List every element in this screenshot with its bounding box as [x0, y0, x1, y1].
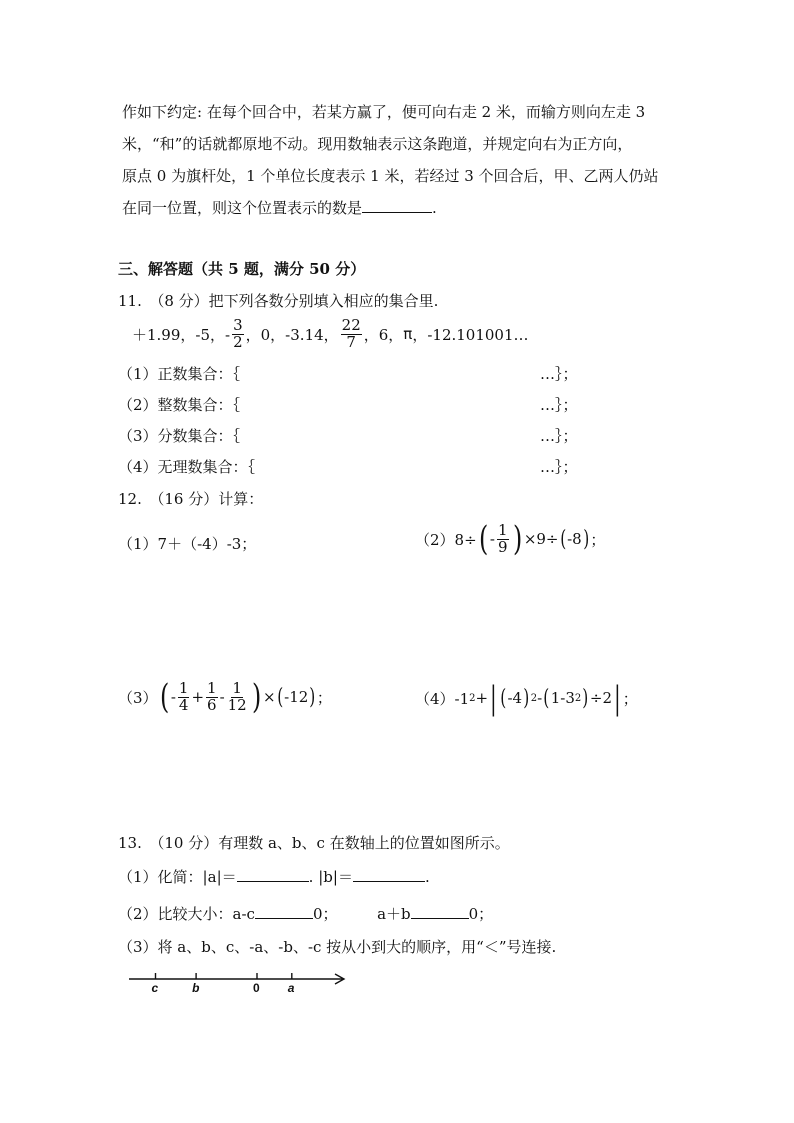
- equals: ＝: [337, 868, 353, 886]
- set-irrational-label: （4）无理数集合：｛: [118, 458, 256, 476]
- frac-den: 2: [233, 332, 243, 351]
- q13-stem: 13. （10 分）有理数 a、b、c 在数轴上的位置如图所示。: [118, 834, 510, 852]
- intro-line-3: 原点 0 为旗杆处，1 个单位长度表示 1 米，若经过 3 个回合后，甲、乙两人仍站: [122, 167, 659, 185]
- tick-group: [156, 973, 292, 979]
- intro-line-2: 米，“和”的话就都原地不动。现用数轴表示这条跑道，并规定向右为正方向，: [122, 135, 633, 153]
- right-paren: ): [512, 519, 522, 559]
- sign: -: [219, 688, 225, 706]
- separator: .: [308, 868, 314, 886]
- abs-bar-left: |: [490, 679, 497, 717]
- q12-part1: （1）7＋（-4）-3；: [118, 535, 257, 553]
- q12-stem: 12. （16 分）计算：: [118, 490, 264, 508]
- right-paren: ): [309, 684, 316, 710]
- abs-bar: |: [318, 868, 324, 886]
- q12-part3-value: -12: [284, 688, 309, 706]
- frac-num: 1: [498, 520, 508, 539]
- intro-line-4-text: 在同一位置，则这个位置表示的数是: [122, 199, 363, 217]
- q13-part3: （3）将 a、b、c、-a、-b、-c 按从小到大的顺序，用“＜”号连接.: [118, 938, 557, 956]
- abs-bar: |: [216, 868, 222, 886]
- right-paren: ): [523, 685, 530, 711]
- q12-part2-mid: ×9÷: [523, 530, 559, 548]
- left-paren: (: [543, 685, 550, 711]
- q11-numbers-part3: ，6，: [363, 325, 404, 344]
- q13-part2: [118, 903, 493, 924]
- frac-num: 1: [232, 678, 242, 697]
- frac-num: 1: [207, 678, 217, 697]
- frac-den: 9: [498, 537, 508, 556]
- exponent: 2: [574, 692, 582, 704]
- zero-1: 0；: [312, 905, 338, 923]
- q13-part1-label: （1）化简：: [118, 868, 203, 886]
- q12-part2-value: -8: [567, 530, 582, 548]
- left-paren: (: [559, 526, 566, 552]
- frac-den: 7: [346, 332, 356, 351]
- set-positive-label: （1）正数集合：｛: [118, 365, 241, 383]
- right-paren: ): [583, 526, 590, 552]
- var-b: b: [323, 868, 333, 886]
- axis-label-c: c: [151, 981, 159, 995]
- q12-part2: [415, 519, 606, 559]
- frac-den: 12: [227, 695, 247, 714]
- set-integer-end: …｝；: [540, 396, 578, 414]
- sign: +: [191, 688, 205, 706]
- equals: ＝: [221, 868, 237, 886]
- pi-symbol: π: [403, 325, 413, 344]
- set-fraction-end: …｝；: [540, 427, 578, 445]
- q12-part4: [415, 679, 638, 717]
- q13-part1: [118, 866, 430, 887]
- abs-bar: |: [202, 868, 208, 886]
- right-paren: ): [582, 685, 589, 711]
- exponent: 2: [469, 692, 476, 704]
- section-title: 三、解答题（共 5 题，满分 50 分）: [118, 260, 366, 278]
- exponent: 2: [530, 692, 538, 704]
- left-paren: (: [159, 677, 169, 717]
- base-value: -4: [507, 689, 523, 707]
- q11-numbers-part1: ＋1.99，-5，-: [132, 325, 231, 344]
- q13-part1-end: .: [424, 868, 430, 886]
- zero-2: 0；: [468, 905, 494, 923]
- divide-2: ÷2: [589, 689, 612, 707]
- answer-blank[interactable]: [362, 198, 432, 213]
- plus-sign: +: [475, 689, 489, 707]
- q12-part4-label: （4）-1: [415, 689, 470, 708]
- left-paren: (: [276, 684, 283, 710]
- set-positive-end: …｝；: [540, 365, 578, 383]
- axis-label-a: a: [287, 981, 295, 995]
- q11-numbers-part4: ，-12.101001…: [412, 325, 529, 344]
- q13-part2-mid: a＋b: [377, 905, 411, 923]
- intro-line-4-end: .: [432, 199, 437, 217]
- minus-sign: -: [537, 689, 543, 707]
- answer-blank-compare-2[interactable]: [411, 904, 469, 919]
- frac-num: 3: [233, 316, 243, 334]
- q12-part2-label: （2）8÷: [415, 530, 477, 549]
- abs-bar-right: |: [614, 679, 621, 717]
- q12-part2-end: ；: [590, 530, 606, 549]
- q12-part3-label: （3）: [118, 688, 158, 707]
- inner-expression: 1-3: [550, 689, 575, 707]
- frac-num: 22: [341, 316, 361, 334]
- abs-bar: |: [332, 868, 338, 886]
- set-irrational-end: …｝；: [540, 458, 578, 476]
- times-sign: ×: [263, 688, 276, 706]
- var-a: a: [207, 868, 217, 886]
- frac-num: 1: [178, 678, 189, 697]
- q11-numbers-part2: ，0，-3.14，: [245, 325, 339, 344]
- q11-numbers: [132, 318, 529, 351]
- fraction-1-9: [497, 520, 509, 556]
- fraction-1-4: [178, 678, 190, 714]
- fraction-1-6: [206, 678, 218, 714]
- answer-blank-abs-a[interactable]: [237, 867, 309, 882]
- sign: -: [170, 688, 176, 706]
- left-paren: (: [500, 685, 507, 711]
- frac-den: 6: [207, 695, 217, 714]
- number-line: [125, 965, 350, 1001]
- minus-sign: -: [489, 530, 495, 548]
- q12-part3-end: ；: [316, 688, 332, 707]
- q12-part4-end: ；: [622, 689, 638, 708]
- left-paren: (: [478, 519, 488, 559]
- q11-stem: 11. （8 分）把下列各数分别填入相应的集合里.: [118, 292, 439, 310]
- answer-blank-abs-b[interactable]: [353, 867, 425, 882]
- answer-blank-compare-1[interactable]: [255, 904, 313, 919]
- set-integer-label: （2）整数集合：｛: [118, 396, 241, 414]
- axis-label-b: b: [192, 981, 200, 995]
- fraction-3-2: [232, 318, 244, 351]
- fraction-1-12: [227, 678, 248, 714]
- set-fraction-label: （3）分数集合：｛: [118, 427, 241, 445]
- intro-line-4: [122, 197, 437, 218]
- fraction-22-7: [341, 318, 362, 351]
- frac-den: 4: [178, 695, 189, 714]
- q12-part3: [118, 677, 332, 717]
- q13-part2-label: （2）比较大小：a-c: [118, 905, 255, 923]
- axis-label-0: 0: [253, 981, 260, 995]
- right-paren: ): [251, 677, 262, 717]
- intro-line-1: 作如下约定: 在每个回合中，若某方赢了，便可向右走 2 米，而输方则向左走 3: [122, 103, 646, 121]
